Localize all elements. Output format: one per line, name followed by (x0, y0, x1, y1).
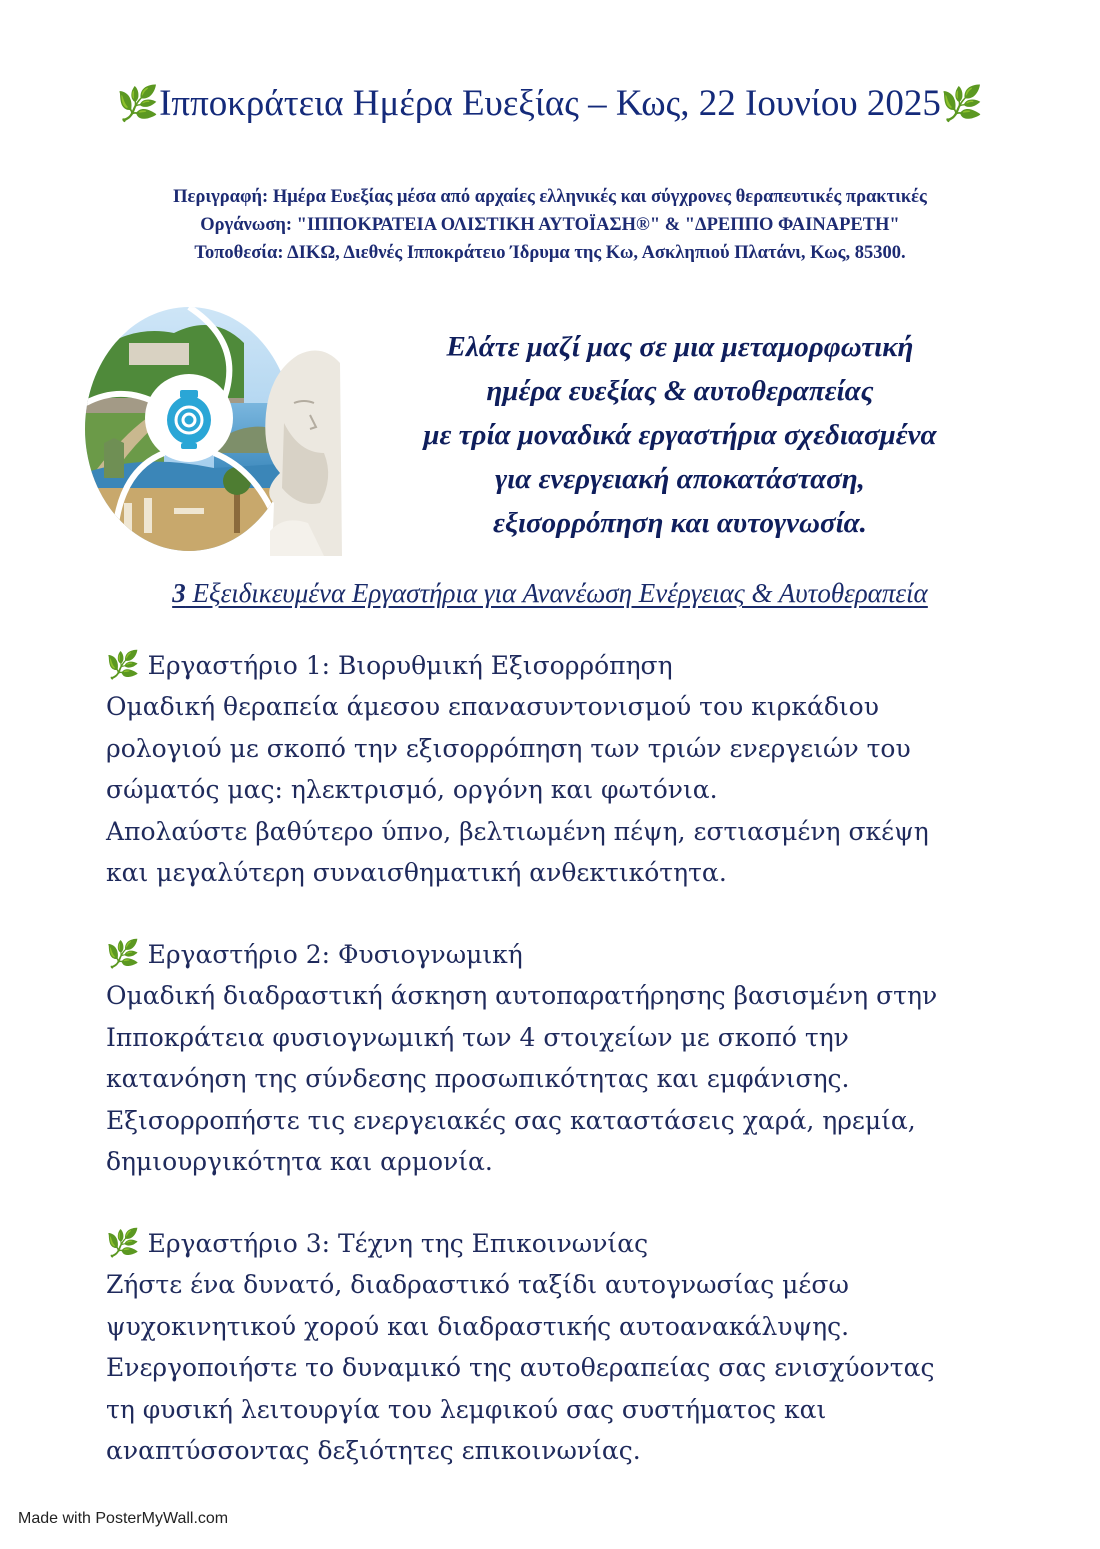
workshop-line: τη φυσική λειτουργία του λεμφικού σας συστήματος και (106, 1394, 827, 1424)
location-line: Τοποθεσία: ΔΙΚΩ, Διεθνές Ιπποκράτειο Ίδρυμα της Κω, Ασκληπιού Πλατάνι, Κως, 85300. (194, 243, 906, 263)
workshop-title: Εργαστήριο 1: Βιορυθμική Εξισορρόπηση (147, 651, 673, 680)
workshop-line: σώματός μας: ηλεκτρισμό, οργόνη και φωτόνια. (106, 775, 718, 804)
tagline-line: Ελάτε μαζί μας σε μια μεταμορφωτική (446, 331, 914, 363)
workshop-1 (106, 645, 1066, 894)
leaf-icon: 🌿 (116, 84, 160, 124)
leaf-icon: 🌿 (106, 650, 140, 681)
organizer-line: Οργάνωση: "ΙΠΠΟΚΡΑΤΕΙΑ ΟΛΙΣΤΙΚΗ ΑΥΤΟΪΑΣΗ®" & "ΔΡΕΠΠΟ ΦΑΙΝΑΡΕΤΗ" (200, 215, 900, 235)
footer-credit: Made with PosterMyWall.com (18, 1510, 229, 1527)
workshop-title: Εργαστήριο 3: Τέχνη της Επικοινωνίας (147, 1229, 649, 1258)
workshop-line: αναπτύσσοντας δεξιότητες επικοινωνίας. (106, 1436, 641, 1465)
workshops-heading (0, 578, 1100, 609)
hippocrates-bust-icon (265, 351, 342, 557)
workshop-3 (106, 1223, 1066, 1472)
leaf-icon: 🌿 (940, 84, 984, 124)
workshop-line: Ομαδική θεραπεία άμεσου επανασυντονισμού του κιρκάδιου (106, 692, 879, 721)
workshop-line: ρολογιού με σκοπό την εξισορρόπηση των τριών ενεργειών του (106, 733, 911, 763)
description-line: Περιγραφή: Ημέρα Ευεξίας μέσα από αρχαίες ελληνικές και σύγχρονες θεραπευτικές πρακτικές (173, 187, 927, 207)
workshop-2 (106, 934, 1066, 1183)
workshop-line: Ομαδική διαδραστική άσκηση αυτοπαρατήρησης βασισμένη στην (106, 981, 938, 1010)
poster-title (0, 82, 1100, 125)
workshop-line: Ιπποκράτεια φυσιογνωμική των 4 στοιχείων με σκοπό την (106, 1022, 849, 1052)
leaf-icon: 🌿 (106, 1228, 140, 1259)
tagline (380, 325, 980, 545)
workshop-line: και μεγαλύτερη συναισθηματική ανθεκτικότητα. (106, 858, 727, 887)
workshop-title: Εργαστήριο 2: Φυσιογνωμική (147, 940, 523, 969)
tagline-line: με τρία μοναδικά εργαστήρια σχεδιασμένα (423, 419, 937, 451)
event-info (0, 183, 1100, 267)
workshops-heading-text: Εξειδικευμένα Εργαστήρια για Ανανέωση Ενέργειας & Αυτοθεραπεία (185, 578, 928, 608)
title-text: Ιπποκράτεια Ημέρα Ευεξίας – Κως, 22 Ιουνίου 2025 (159, 83, 941, 124)
workshop-line: Εξισορροπήστε τις ενεργειακές σας καταστάσεις χαρά, ηρεμία, (106, 1105, 916, 1135)
tagline-line: ημέρα ευεξίας & αυτοθεραπείας (486, 375, 874, 407)
tagline-line: για ενεργειακή αποκατάσταση, (495, 463, 865, 495)
workshop-line: Απολαύστε βαθύτερο ύπνο, βελτιωμένη πέψη, εστιασμένη σκέψη (106, 816, 929, 846)
workshops-count: 3 (172, 578, 186, 608)
tagline-line: εξισορρόπηση και αυτογνωσία. (493, 507, 867, 539)
photo-collage (84, 303, 342, 556)
workshop-line: Ενεργοποιήστε το δυναμικό της αυτοθεραπείας σας ενισχύοντας (106, 1353, 935, 1382)
workshop-line: κατανόηση της σύνδεσης προσωπικότητας και εμφάνισης. (106, 1064, 850, 1093)
workshop-line: Ζήστε ένα δυνατό, διαδραστικό ταξίδι αυτογνωσίας μέσω (106, 1270, 849, 1299)
workshop-line: ψυχοκινητικού χορού και διαδραστικής αυτοανακάλυψης. (106, 1311, 850, 1341)
workshop-line: δημιουργικότητα και αρμονία. (106, 1147, 493, 1176)
leaf-icon: 🌿 (106, 939, 140, 970)
